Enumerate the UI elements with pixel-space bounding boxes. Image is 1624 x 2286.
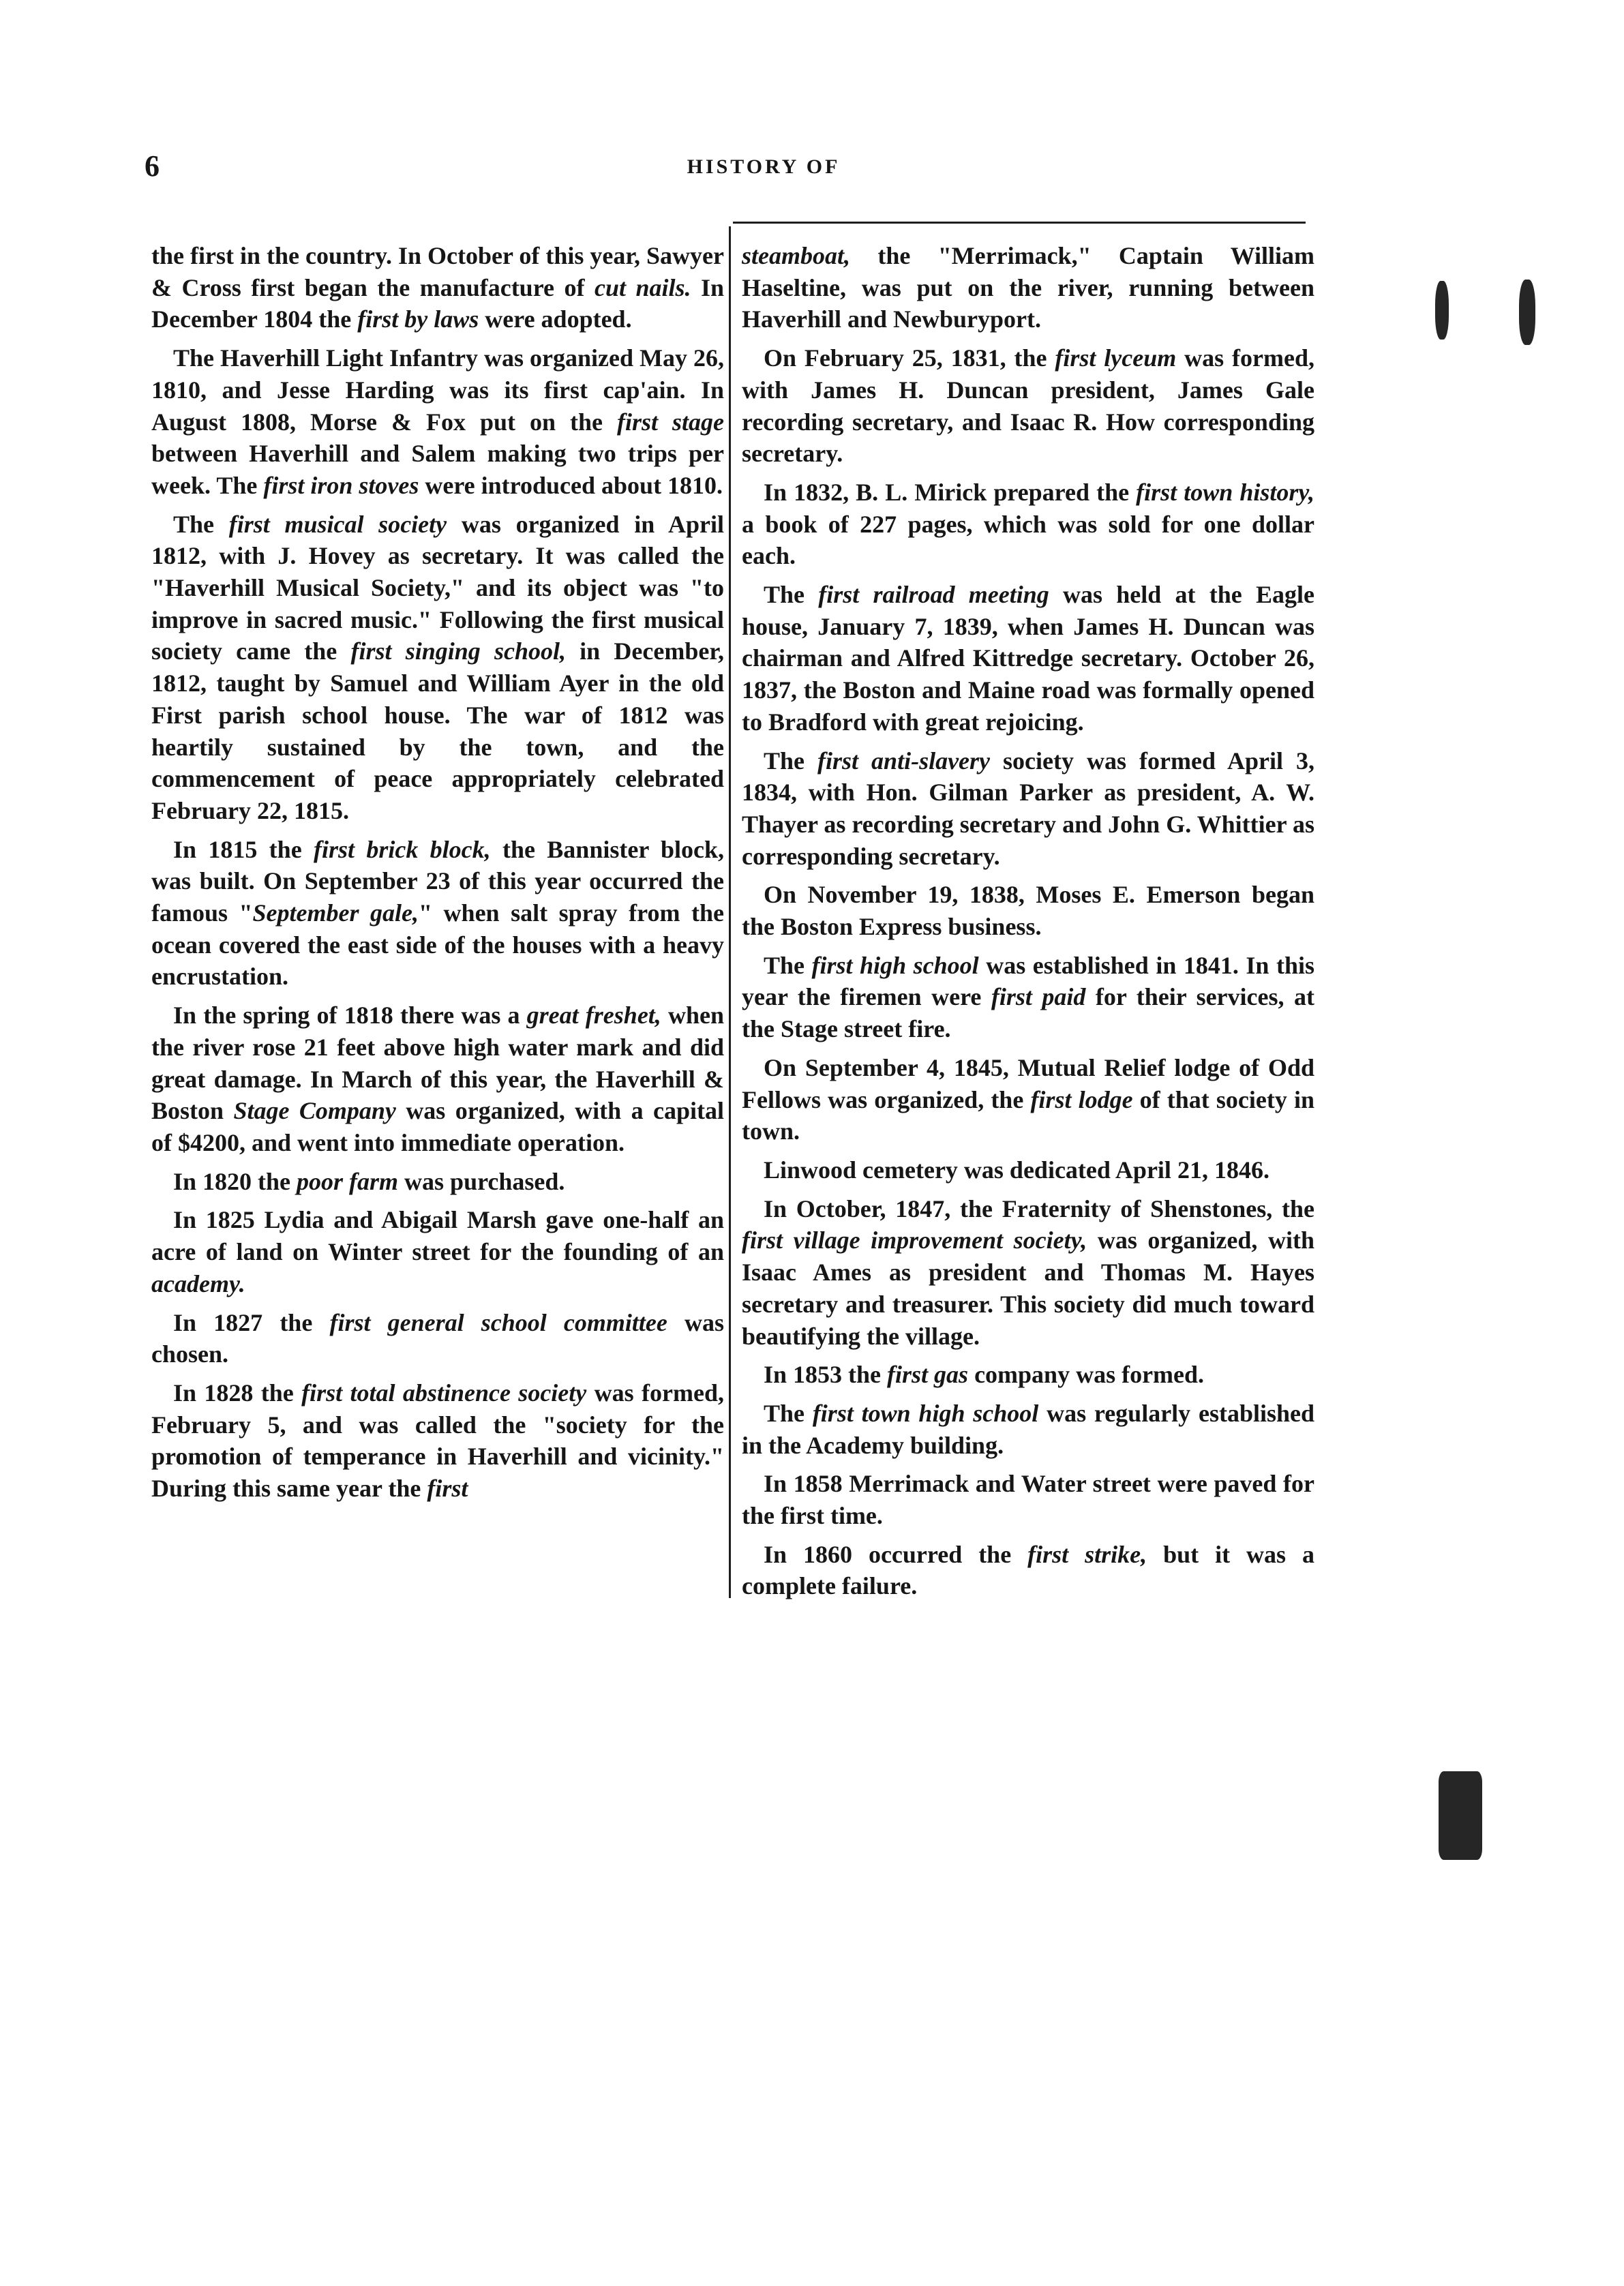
paragraph (151, 240, 724, 335)
italic-phrase: cut nails. (594, 273, 691, 301)
italic-phrase: first by laws (357, 305, 479, 333)
paragraph (742, 342, 1314, 470)
paragraph (151, 1377, 724, 1505)
italic-phrase: first singing school, (350, 637, 566, 665)
italic-phrase: first paid (991, 983, 1086, 1011)
text-run: The (173, 510, 229, 538)
header-rule (733, 222, 1306, 224)
text-run: In 1815 the (173, 835, 314, 863)
italic-phrase: September gale, (252, 899, 419, 927)
italic-phrase: first brick block, (314, 835, 491, 863)
paragraph (742, 879, 1314, 942)
text-run: society was formed April 3, 1834, with Hon. Gilman Parker as president, A. W. Thayer as recording secretary and John G. Whittier as corresponding secretary. (742, 747, 1315, 870)
paragraph (742, 1539, 1314, 1602)
text-run: In 1853 the (764, 1361, 888, 1389)
text-run: of that society in town. (742, 1085, 1315, 1145)
paragraph (742, 1052, 1314, 1147)
paragraph (151, 509, 724, 827)
text-run: The Haverhill Light Infantry was organized May 26, 1810, and Jesse Harding was its first cap'ain. In August 1808, Morse & Fox put on the (151, 344, 724, 436)
italic-phrase: Stage Company (233, 1097, 396, 1125)
paragraph (151, 1166, 724, 1198)
paragraph (151, 1307, 724, 1370)
paragraph (151, 342, 724, 502)
text-run: The (764, 951, 812, 979)
paragraph (742, 1154, 1314, 1186)
text-run: In the spring of 1818 there was a (173, 1002, 527, 1029)
running-head: HISTORY OF (687, 155, 841, 178)
paragraph (151, 834, 724, 993)
paragraph (742, 745, 1314, 873)
text-run: In 1832, B. L. Mirick prepared the (764, 478, 1137, 506)
text-run: " when salt spray from the ocean covered the east side of the houses with a heavy encrustation. (151, 899, 725, 991)
italic-phrase: first general school committee (329, 1308, 667, 1336)
text-run: for their services, at the Stage street fire. (742, 983, 1315, 1043)
scan-edge-mark (1519, 280, 1535, 345)
text-run: in December, 1812, taught by Samuel and William Ayer in the old First parish school house. The war of 1812 was heartily sustained by the town, and the commencement of peace appropriately celebrated February 22, 1815. (151, 637, 725, 824)
text-run: was organized in April 1812, with J. Hovey as secretary. It was called the "Haverhill Musical Society," and its object was "to improve in sacred music." Following the first musical society came the (151, 510, 725, 665)
text-run: was organized, with a capital of $4200, and went into immediate operation. (151, 1097, 724, 1156)
text-run: On September 4, 1845, Mutual Relief lodge of Odd Fellows was organized, the (742, 1053, 1314, 1113)
italic-phrase: first town history, (1136, 478, 1315, 506)
text-run: was held at the Eagle house, January 7, 1839, when James H. Duncan was chairman and Alfred Kittredge secretary. October 26, 1837, the Boston and Maine road was formally opened to Bradford with great rejoicing. (742, 581, 1315, 736)
paragraph (742, 240, 1314, 335)
text-run: a book of 227 pages, which was sold for one dollar each. (742, 510, 1314, 570)
text-run: between Haverhill and Salem making two trips per week. The (151, 440, 724, 499)
paragraph (742, 1193, 1314, 1353)
italic-phrase: first stage (616, 408, 724, 436)
text-run: but it was a complete failure. (742, 1540, 1315, 1600)
italic-phrase: first strike, (1027, 1540, 1147, 1568)
text-run: In 1825 Lydia and Abigail Marsh gave one-half an acre of land on Winter street for the founding of an (151, 1206, 724, 1266)
text-run: In 1820 the (173, 1167, 297, 1195)
italic-phrase: steamboat, (742, 242, 850, 269)
text-run: The (764, 747, 818, 774)
text-run: In October, 1847, the Fraternity of Shenstones, the (764, 1194, 1314, 1222)
paragraph (742, 1398, 1314, 1461)
text-run: was formed, with James H. Duncan president, James Gale recording secretary, and Isaac R. How corresponding secretary. (742, 344, 1314, 468)
text-run: In 1858 Merrimack and Water street were paved for the first time. (742, 1470, 1314, 1530)
text-run: company was formed. (968, 1361, 1205, 1389)
right-column (742, 240, 1314, 1609)
italic-phrase: first railroad meeting (818, 581, 1049, 609)
italic-phrase: first high school (811, 951, 979, 979)
text-run: were adopted. (479, 305, 632, 333)
text-run: Linwood cemetery was dedicated April 21, 1846. (764, 1156, 1269, 1184)
paragraph (151, 999, 724, 1159)
text-run: On November 19, 1838, Moses E. Emerson began the Boston Express business. (742, 881, 1314, 941)
paragraph (742, 1359, 1314, 1391)
text-run: was regularly established in the Academy building. (742, 1399, 1314, 1459)
italic-phrase: first lyceum (1055, 344, 1177, 372)
text-run: the first in the country. In October of this year, Sawyer & Cross first began the manufacture of (151, 242, 724, 301)
text-run: The (764, 1399, 813, 1427)
italic-phrase: first (427, 1475, 468, 1503)
text-run: In 1828 the (173, 1379, 302, 1407)
scan-edge-mark (1439, 1771, 1482, 1860)
italic-phrase: first gas (887, 1361, 969, 1389)
paragraph (742, 477, 1314, 572)
italic-phrase: first town high school (812, 1399, 1039, 1427)
italic-phrase: poor farm (297, 1167, 399, 1195)
italic-phrase: first lodge (1030, 1085, 1133, 1113)
text-run: On February 25, 1831, the (764, 344, 1055, 372)
paragraph (742, 1468, 1314, 1531)
text-run: when the river rose 21 feet above high water mark and did great damage. In March of this year, the Haverhill & Boston (151, 1002, 724, 1125)
page-number: 6 (145, 149, 160, 183)
italic-phrase: great freshet, (526, 1002, 661, 1029)
italic-phrase: academy. (151, 1269, 245, 1297)
paragraph (742, 579, 1314, 738)
text-run: was established in 1841. In this year the firemen were (742, 951, 1314, 1011)
italic-phrase: first village improvement society, (742, 1227, 1087, 1254)
text-run: In December 1804 the (151, 273, 724, 333)
text-run: was chosen. (151, 1308, 724, 1368)
text-run: were introduced about 1810. (419, 471, 723, 499)
text-run: The (764, 581, 819, 609)
text-run: was organized, with Isaac Ames as president and Thomas M. Hayes secretary and treasurer. This society did much toward beautifying the village. (742, 1227, 1314, 1350)
column-divider (729, 226, 731, 1598)
text-run: was purchased. (398, 1167, 565, 1195)
italic-phrase: first musical society (228, 510, 447, 538)
text-run: was formed, February 5, and was called the "society for the promotion of temperance in Haverhill and vicinity." During this same year the (151, 1379, 724, 1503)
paragraph (151, 1204, 724, 1299)
italic-phrase: first total abstinence society (301, 1379, 587, 1407)
left-column (151, 240, 724, 1512)
paragraph (742, 950, 1314, 1045)
text-run: In 1860 occurred the (764, 1540, 1028, 1568)
scan-edge-mark (1435, 281, 1449, 340)
text-run: In 1827 the (173, 1308, 330, 1336)
italic-phrase: first anti-slavery (817, 747, 991, 774)
text-run: the Bannister block, was built. On September 23 of this year occurred the famous " (151, 835, 724, 927)
text-run: the "Merrimack," Captain William Haseltine, was put on the river, running between Haverhill and Newburyport. (742, 242, 1314, 333)
italic-phrase: first iron stoves (263, 471, 419, 499)
